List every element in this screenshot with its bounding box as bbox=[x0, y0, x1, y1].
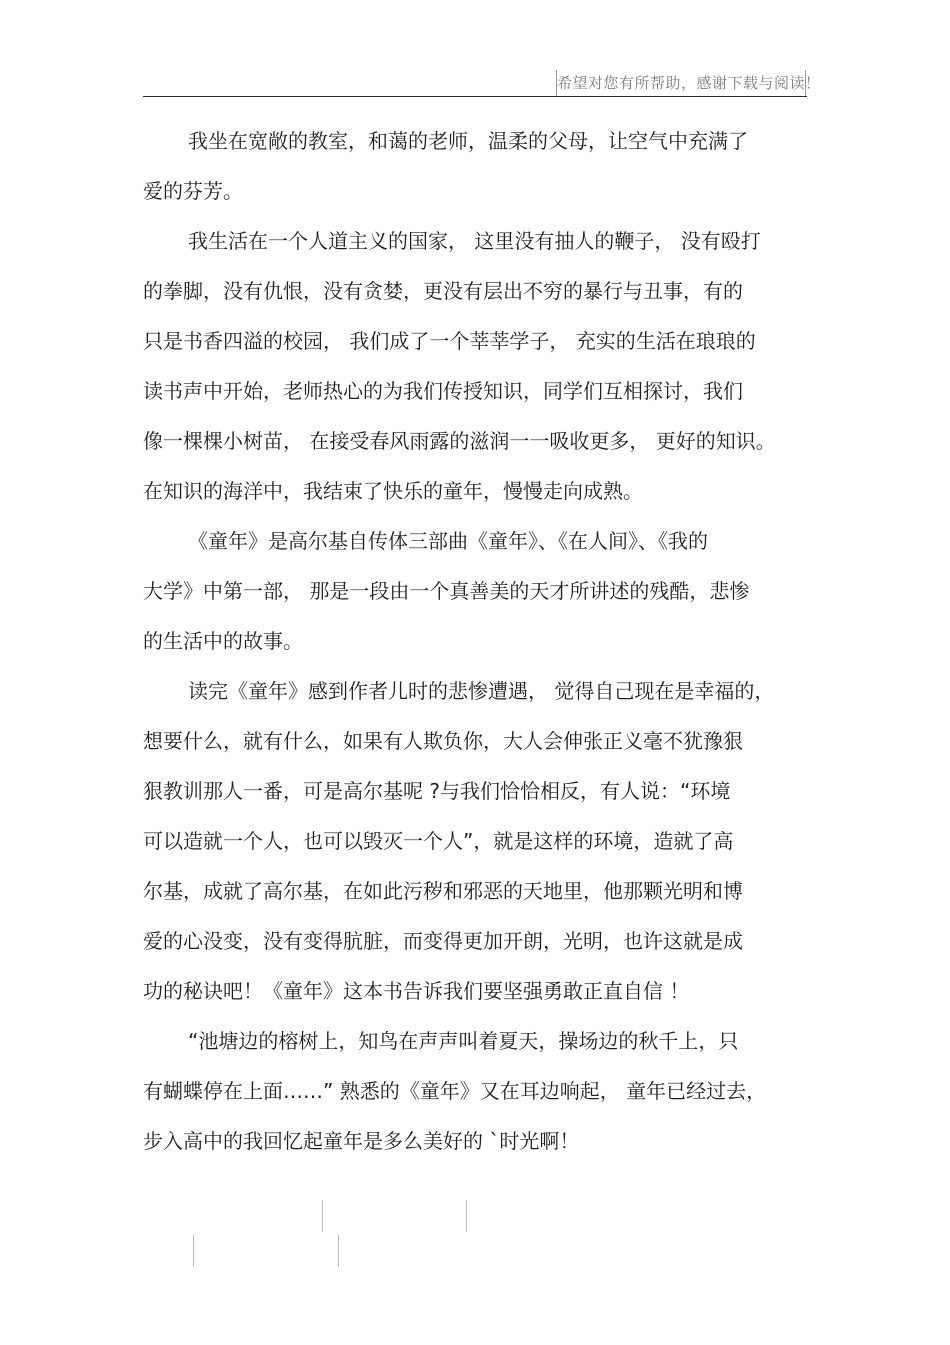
text-line: 有蝴蝶停在上面……” 熟悉的《童年》又在耳边响起， 童年已经过去， bbox=[143, 1079, 767, 1103]
text-line: 狠教训那人一番，可是高尔基呢 ?与我们恰恰相反，有人说：“环境 bbox=[143, 779, 731, 803]
text-line: 可以造就一个人，也可以毁灭一个人”，就是这样的环境，造就了高 bbox=[143, 829, 734, 853]
scan-mark bbox=[193, 1235, 194, 1267]
text-line: 爱的芬芳。 bbox=[143, 179, 243, 203]
header-note: 希望对您有所帮助，感谢下载与阅读！ bbox=[556, 70, 806, 96]
text-line: 我坐在宽敞的教室，和蔼的老师，温柔的父母，让空气中充满了 bbox=[188, 129, 748, 153]
text-line: 爱的心没变，没有变得肮脏，而变得更加开朗，光明，也许这就是成 bbox=[143, 929, 743, 953]
text-line: 只是书香四溢的校园， 我们成了一个莘莘学子， 充实的生活在琅琅的 bbox=[143, 329, 756, 353]
text-line: 的拳脚，没有仇恨，没有贪婪，更没有层出不穷的暴行与丑事，有的 bbox=[143, 279, 743, 303]
text-line: 读书声中开始，老师热心的为我们传授知识，同学们互相探讨，我们 bbox=[143, 379, 743, 403]
text-line: 的生活中的故事。 bbox=[143, 629, 303, 653]
text-line: 《童年》是高尔基自传体三部曲《童年》、《在人间》、《我的 bbox=[188, 529, 708, 553]
text-line: 我生活在一个人道主义的国家， 这里没有抽人的鞭子， 没有殴打 bbox=[188, 229, 761, 253]
header-rule bbox=[143, 96, 807, 97]
text-line: 在知识的海洋中，我结束了快乐的童年，慢慢走向成熟。 bbox=[143, 479, 643, 503]
text-line: 像一棵棵小树苗， 在接受春风雨露的滋润一一吸收更多， 更好的知识。 bbox=[143, 429, 776, 453]
scan-mark bbox=[338, 1235, 339, 1267]
text-line: 功的秘诀吧！《童年》这本书告诉我们要坚强勇敢正直自信 ！ bbox=[143, 979, 690, 1003]
text-line: 想要什么，就有什么，如果有人欺负你，大人会伸张正义毫不犹豫狠 bbox=[143, 729, 743, 753]
text-line: “池塘边的榕树上，知鸟在声声叫着夏天，操场边的秋千上，只 bbox=[188, 1029, 739, 1053]
text-line: 大学》中第一部， 那是一段由一个真善美的天才所讲述的残酷，悲惨 bbox=[143, 579, 750, 603]
text-line: 尔基，成就了高尔基，在如此污秽和邪恶的天地里，他那颗光明和博 bbox=[143, 879, 743, 903]
text-line: 读完《童年》感到作者儿时的悲惨遭遇， 觉得自己现在是幸福的， bbox=[188, 679, 775, 703]
text-line: 步入高中的我回忆起童年是多么美好的 `时光啊！ bbox=[143, 1129, 580, 1153]
scan-mark bbox=[466, 1200, 467, 1232]
scan-mark bbox=[322, 1200, 323, 1232]
